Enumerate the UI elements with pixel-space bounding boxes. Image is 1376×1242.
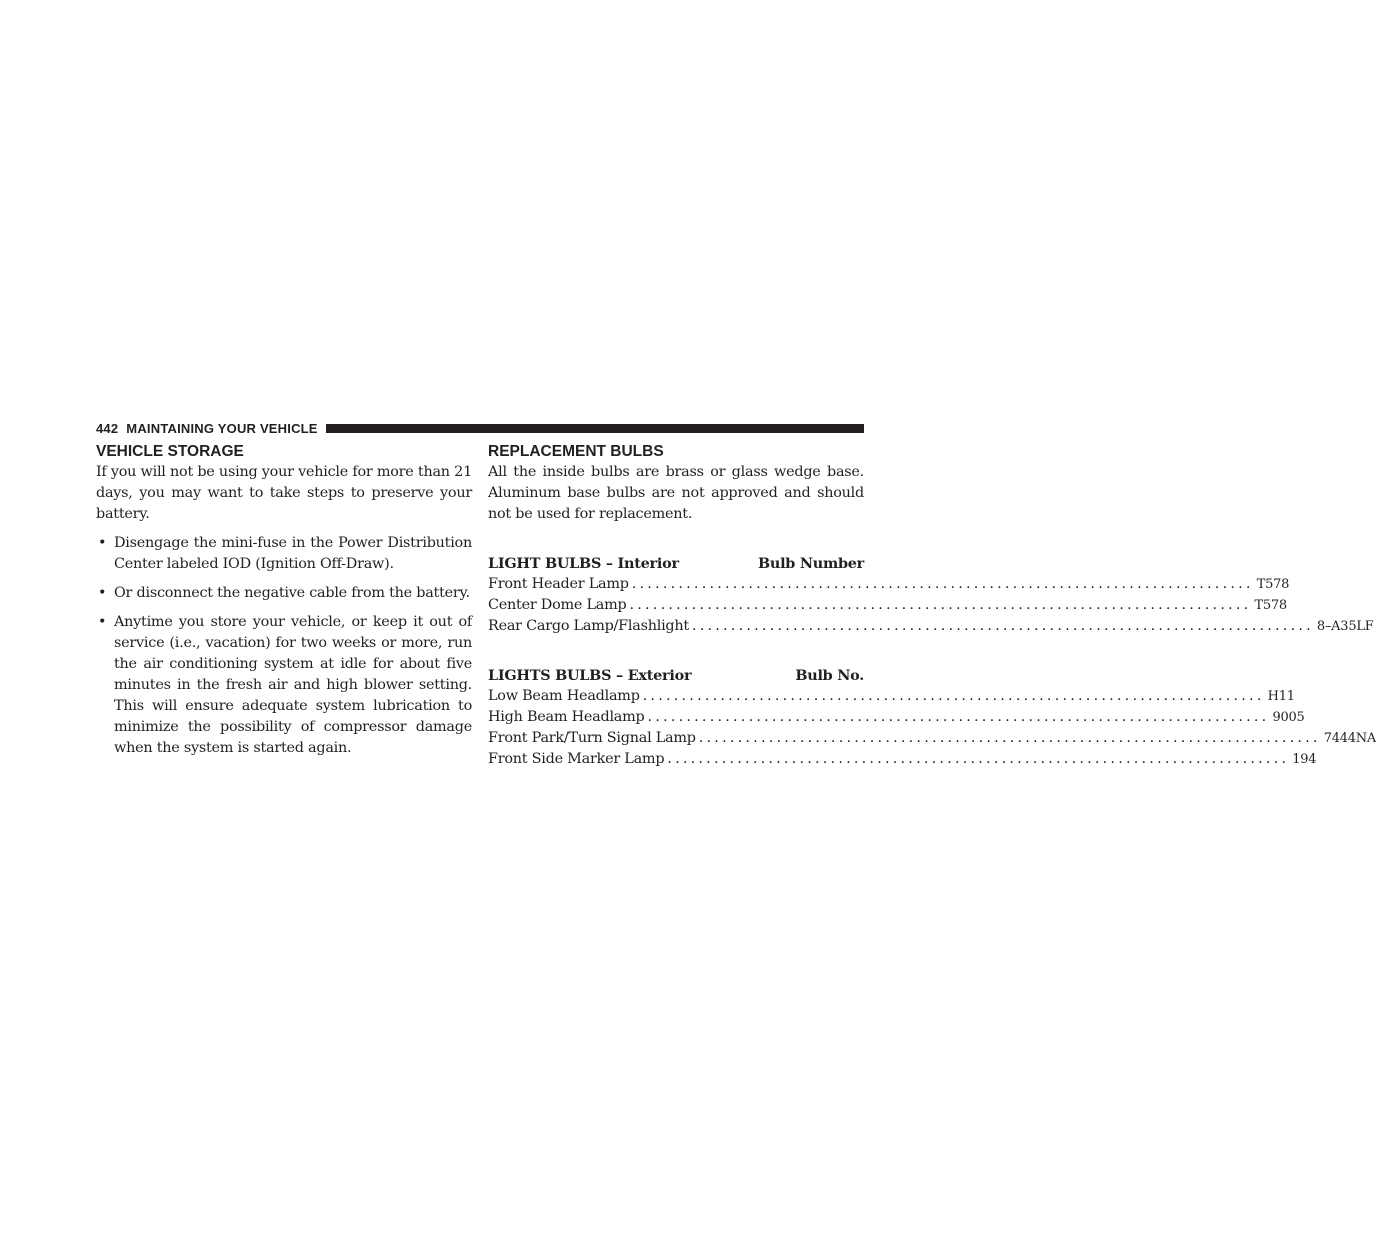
bullet-icon: •: [98, 585, 107, 601]
exterior-bulbs-table: [488, 665, 1376, 770]
bulb-location: Front Park/Turn Signal Lamp: [488, 730, 696, 746]
bulb-number: 9005: [1272, 710, 1305, 725]
page-number: 442: [96, 420, 119, 436]
interior-bulbs-table: [488, 553, 1374, 637]
bullet-text: Anytime you store your vehicle, or keep it out of service (i.e., vacation) for two weeks or more, run the air conditioning system at idle for about five minutes in the fresh air and high blower setting. This will ensure adequate system lubrication to minimize the possibility of compressor damage when the system is started again.: [114, 614, 472, 756]
dot-leader: ................................................................................: [698, 730, 1321, 746]
bulb-location: Front Side Marker Lamp: [488, 751, 665, 767]
table-row: [488, 616, 1374, 637]
replacement-bulbs-section: [488, 442, 1376, 770]
table-row: [488, 574, 1290, 595]
dot-leader: ................................................................................: [691, 618, 1314, 634]
header-rule: [326, 424, 864, 433]
section-title: MAINTAINING YOUR VEHICLE: [126, 420, 318, 436]
table-row: [488, 595, 1287, 616]
replacement-bulbs-intro: All the inside bulbs are brass or glass wedge base. Aluminum base bulbs are not approved and should not be used for replacement.: [488, 464, 864, 522]
storage-bullet-list: [96, 533, 472, 759]
table-title: LIGHT BULBS – Interior: [488, 555, 679, 572]
bullet-text: Disengage the mini-fuse in the Power Distribution Center labeled IOD (Ignition Off-Draw).: [114, 535, 472, 572]
bulb-location: Low Beam Headlamp: [488, 688, 640, 704]
table-row: [488, 707, 1305, 728]
bulb-location: Center Dome Lamp: [488, 597, 627, 613]
bulb-number: H11: [1267, 689, 1295, 704]
list-item: [96, 612, 472, 759]
dot-leader: ................................................................................: [667, 751, 1290, 767]
bullet-icon: •: [98, 535, 107, 551]
replacement-bulbs-heading: REPLACEMENT BULBS: [488, 443, 664, 460]
bullet-text: Or disconnect the negative cable from the battery.: [114, 585, 470, 601]
bulb-number: T578: [1254, 598, 1287, 613]
vehicle-storage-intro: If you will not be using your vehicle for more than 21 days, you may want to take steps to preserve your battery.: [96, 464, 472, 522]
table-row: [488, 728, 1376, 749]
table-column-header: Bulb Number: [757, 555, 864, 572]
bulb-number: T578: [1256, 577, 1290, 592]
table-row: [488, 686, 1295, 707]
bulb-number: 8–A35LF: [1316, 619, 1374, 634]
bullet-icon: •: [98, 614, 107, 630]
list-item: [96, 583, 472, 604]
table-row: [488, 749, 1317, 770]
bulb-location: Front Header Lamp: [488, 576, 629, 592]
vehicle-storage-heading: VEHICLE STORAGE: [96, 443, 244, 460]
table-title: LIGHTS BULBS – Exterior: [488, 667, 692, 684]
table-column-header: Bulb No.: [795, 667, 864, 684]
bulb-number: 7444NA: [1323, 731, 1376, 746]
dot-leader: ................................................................................: [631, 576, 1254, 592]
bulb-location: Rear Cargo Lamp/Flashlight: [488, 618, 689, 634]
table-header: [488, 553, 864, 574]
dot-leader: ................................................................................: [642, 688, 1265, 704]
dot-leader: ................................................................................: [647, 709, 1270, 725]
list-item: [96, 533, 472, 575]
bulb-location: High Beam Headlamp: [488, 709, 645, 725]
page-header: [96, 419, 864, 437]
vehicle-storage-section: [96, 442, 472, 759]
dot-leader: ................................................................................: [629, 597, 1252, 613]
bulb-number: 194: [1292, 752, 1317, 767]
table-header: [488, 665, 864, 686]
